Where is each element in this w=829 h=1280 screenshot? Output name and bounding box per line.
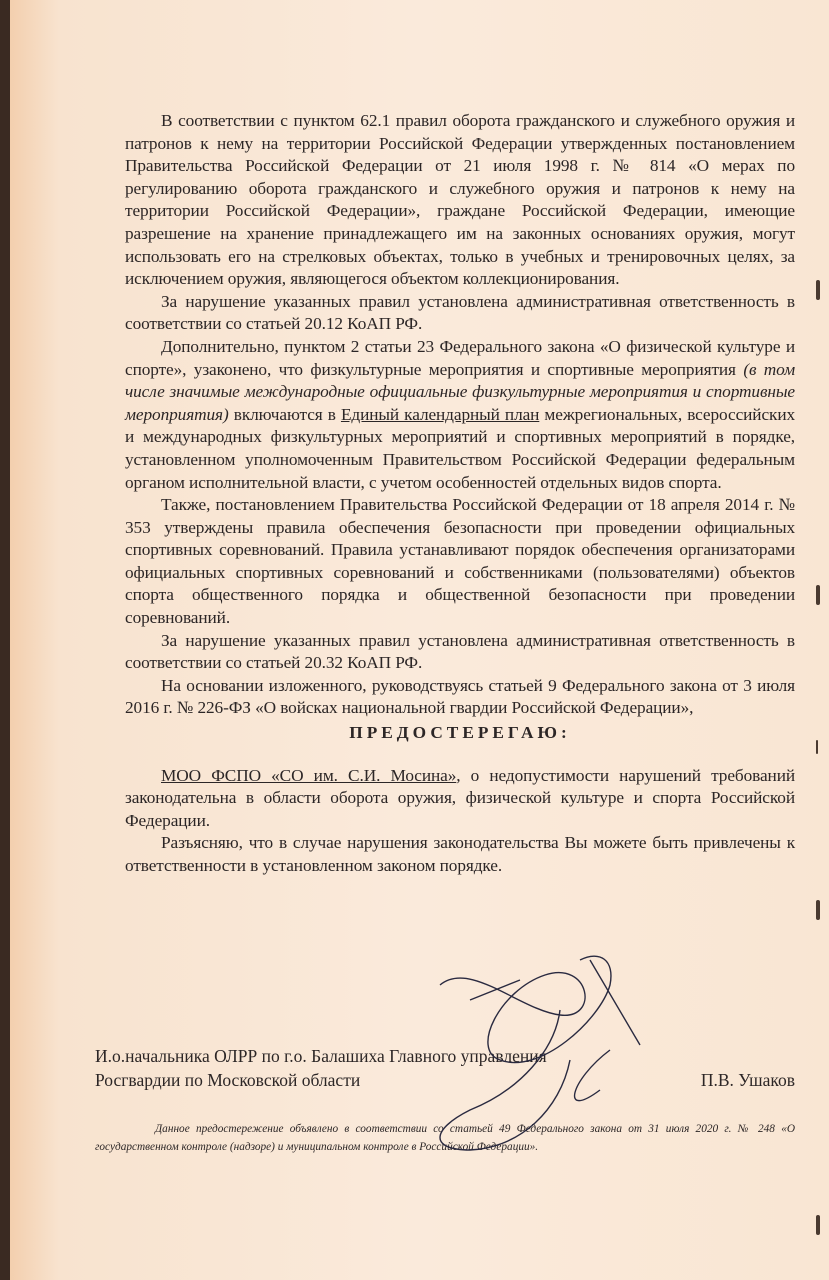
document-page (10, 0, 829, 1280)
binder-hole-mark (816, 1215, 820, 1235)
text-run: включаются в (228, 404, 341, 424)
signer-position-line1: И.о.начальника ОЛРР по г.о. Балашиха Главного управления (95, 1046, 547, 1066)
paragraph-safety-rules: Также, постановлением Правительства Российской Федерации от 18 апреля 2014 г. № 353 утверждены правила обеспечения безопасности при проведении официальных спортивных соревнований. Правила устанавливают порядок обеспечения организаторами официальных спортивных соревнований и собственниками (пользователями) объектов спорта общественного порядка и общественной безопасности при проведении соревнований. (125, 495, 795, 628)
text-run: Дополнительно, пунктом 2 статьи 23 Федерального закона «О физической культуре и спорте», узаконено, что физкультурные мероприятия и спортивные мероприятия (125, 336, 795, 379)
organization-name: МОО ФСПО «СО им. С.И. Мосина» (161, 765, 457, 785)
binder-hole-mark (816, 585, 820, 605)
binder-hole-mark (816, 280, 820, 300)
signer-name: П.В. Ушаков (700, 1070, 795, 1090)
italic-note: (в том числе значимые международные официальные физкультурные мероприятия и спортивные мероприятия) (125, 359, 795, 424)
paragraph-liability-2032: За нарушение указанных правил установлена административная ответственность в соответствии со статьей 20.32 КоАП РФ. (125, 630, 795, 673)
paragraph-basis: На основании изложенного, руководствуясь статьей 9 Федерального закона от 3 июля 2016 г. № 226-ФЗ «О войсках национальной гвардии Российской Федерации», (125, 675, 795, 718)
underlined-term: Единый календарный план (340, 404, 540, 424)
signature-block (95, 1044, 795, 1092)
binder-hole-mark (816, 900, 820, 920)
paragraph-warning (125, 765, 795, 833)
paragraph-liability-2012: За нарушение указанных правил установлена административная ответственность в соответствии со статьей 20.12 КоАП РФ. (125, 291, 795, 334)
document-body (125, 110, 795, 878)
signer-position-line2: Росгвардии по Московской области (95, 1070, 361, 1090)
text-run: , о недопустимости нарушений требований законодательна в области оборота оружия, физической культуре и спорта Российской Федерации. (125, 765, 795, 830)
text-run: межрегиональных, всероссийских и международных физкультурных мероприятий и спортивных мероприятий в порядке, установленном уполномоченным Правительством Российской Федерации федеральным органом исполнительной власти, с учетом особенностей отдельных видов спорта. (125, 404, 796, 492)
paragraph-weapons-rules: В соответствии с пунктом 62.1 правил оборота гражданского и служебного оружия и патронов к нему на территории Российской Федерации утвержденных постановлением Правительства Российской Федерации от 21 июля 1998 г. № 814 «О мерах по регулированию оборота гражданского и служебного оружия и патронов к нему на территории Российской Федерации», граждане Российской Федерации, имеющие разрешение на хранение принадлежащего им на законных основаниях оружия, могут использовать его на стрелковых объектах, только в учебных и тренировочных целях, за исключением оружия, являющегося объектом коллекционирования. (125, 111, 795, 289)
binder-hole-mark (816, 740, 818, 754)
footnote: Данное предостережение объявлено в соответствии со статьей 49 Федерального закона от 31 июля 2020 г. № 248 «О государственном контроле (надзоре) и муниципальном контроле в Российской Федерации». (95, 1123, 795, 1153)
paragraph-sports-law (125, 336, 795, 494)
paragraph-explanation: Разъясняю, что в случае нарушения законодательства Вы можете быть привлечены к ответственности в установленном законом порядке. (125, 833, 795, 875)
warning-heading: ПРЕДОСТЕРЕГАЮ: (349, 723, 571, 743)
